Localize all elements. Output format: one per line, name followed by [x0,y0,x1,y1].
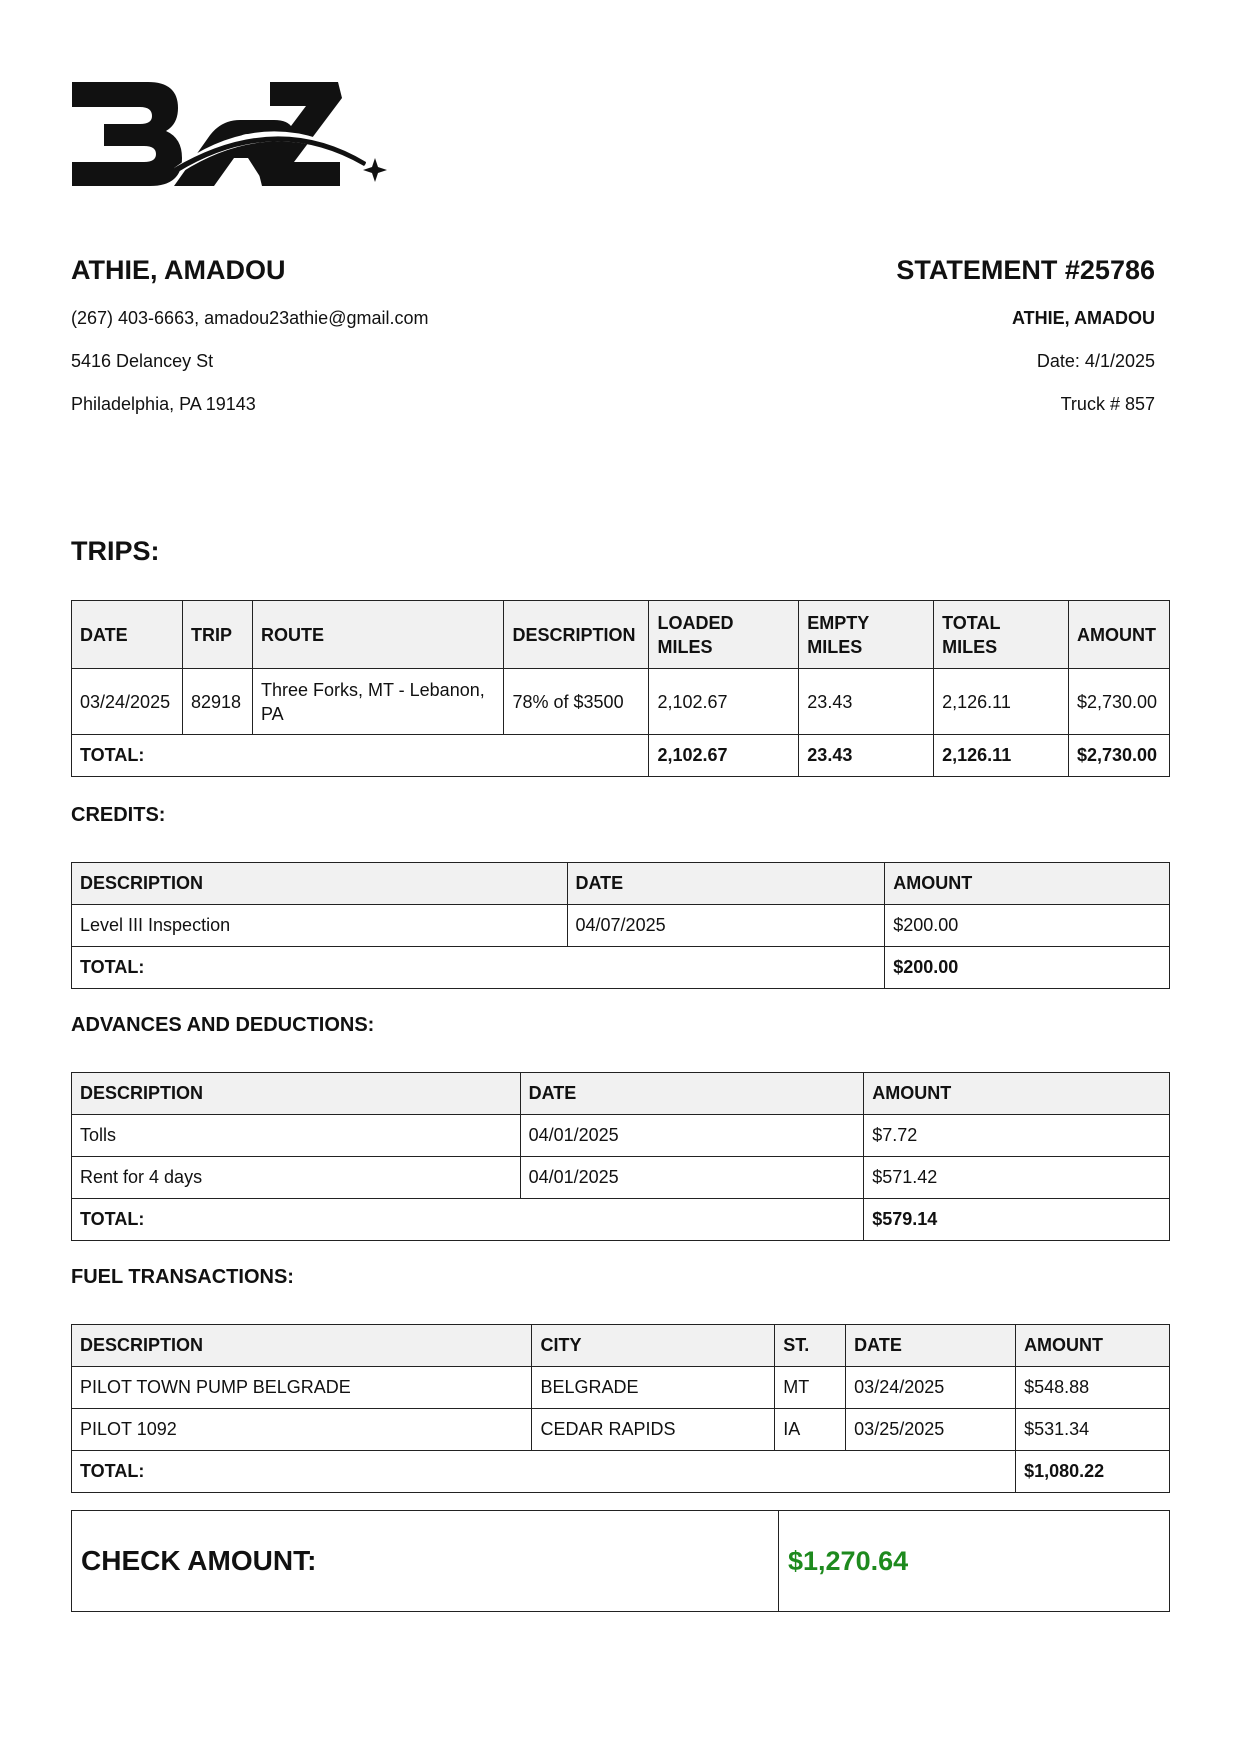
table-cell: Tolls [72,1115,521,1157]
fuel-title: FUEL TRANSACTIONS: [71,1266,294,1288]
column-header: CITY [532,1325,775,1367]
table-cell: 04/01/2025 [520,1115,864,1157]
table-row [72,1409,1170,1451]
table-cell: BELGRADE [532,1367,775,1409]
total-empty-miles: 23.43 [799,735,934,777]
total-label: TOTAL: [72,735,649,777]
total-label: TOTAL: [72,947,885,989]
credits-table [71,862,1170,989]
statement-date: Date: 4/1/2025 [1036,351,1155,371]
table-cell: 03/24/2025 [846,1367,1016,1409]
statement-info [635,254,1155,415]
statement-truck: Truck # 857 [1060,394,1155,414]
column-header: TOTAL MILES [934,601,1069,669]
table-cell: 23.43 [799,669,934,735]
trips-title: TRIPS: [71,536,160,566]
statement-driver-name: ATHIE, AMADOU [1012,308,1155,328]
table-cell: IA [775,1409,846,1451]
advances-table [71,1072,1170,1241]
column-header: AMOUNT [864,1073,1170,1115]
driver-address-line1: 5416 Delancey St [71,351,214,371]
total-loaded-miles: 2,102.67 [649,735,799,777]
check-amount-box [71,1510,1170,1612]
credits-title: CREDITS: [71,804,166,826]
total-label: TOTAL: [72,1199,864,1241]
table-cell: 03/24/2025 [72,669,183,735]
driver-address-line2: Philadelphia, PA 19143 [71,394,256,414]
table-total-row [72,1451,1170,1493]
table-cell: $571.42 [864,1157,1170,1199]
total-amount: $1,080.22 [1016,1451,1170,1493]
total-amount: $579.14 [864,1199,1170,1241]
table-cell: $200.00 [885,905,1170,947]
table-cell: PILOT 1092 [72,1409,532,1451]
company-logo [70,78,390,193]
column-header: DATE [520,1073,864,1115]
column-header: DESCRIPTION [504,601,649,669]
table-cell: 03/25/2025 [846,1409,1016,1451]
advances-title: ADVANCES AND DEDUCTIONS: [71,1014,375,1036]
table-total-row [72,947,1170,989]
table-cell: 04/07/2025 [567,905,885,947]
table-cell: Level III Inspection [72,905,568,947]
table-cell: PILOT TOWN PUMP BELGRADE [72,1367,532,1409]
table-row [72,905,1170,947]
table-total-row [72,1199,1170,1241]
driver-contact: (267) 403-6663, amadou23athie@gmail.com [71,308,429,328]
total-amount: $2,730.00 [1068,735,1169,777]
column-header: LOADED MILES [649,601,799,669]
table-row [72,1115,1170,1157]
driver-info [71,254,631,415]
table-cell: $531.34 [1016,1409,1170,1451]
table-cell: Rent for 4 days [72,1157,521,1199]
table-header-row [72,863,1170,905]
table-header-row [72,1325,1170,1367]
column-header: AMOUNT [1068,601,1169,669]
column-header: EMPTY MILES [799,601,934,669]
check-amount-label: CHECK AMOUNT: [72,1511,779,1611]
statement-title: STATEMENT #25786 [896,255,1155,285]
table-cell: MT [775,1367,846,1409]
column-header: DATE [567,863,885,905]
driver-name: ATHIE, AMADOU [71,255,286,285]
column-header: DESCRIPTION [72,1073,521,1115]
table-header-row [72,601,1170,669]
table-cell: Three Forks, MT - Lebanon, PA [252,669,504,735]
table-row [72,1367,1170,1409]
trips-table [71,600,1170,777]
table-header-row [72,1073,1170,1115]
column-header: AMOUNT [885,863,1170,905]
column-header: ST. [775,1325,846,1367]
table-cell: 2,102.67 [649,669,799,735]
total-label: TOTAL: [72,1451,1016,1493]
total-amount: $200.00 [885,947,1170,989]
table-cell: CEDAR RAPIDS [532,1409,775,1451]
column-header: DATE [846,1325,1016,1367]
column-header: DATE [72,601,183,669]
fuel-table [71,1324,1170,1493]
table-cell: 82918 [182,669,252,735]
table-cell: 78% of $3500 [504,669,649,735]
table-cell: 2,126.11 [934,669,1069,735]
column-header: DESCRIPTION [72,1325,532,1367]
total-miles: 2,126.11 [934,735,1069,777]
check-amount-value: $1,270.64 [788,1545,909,1576]
column-header: TRIP [182,601,252,669]
table-cell: 04/01/2025 [520,1157,864,1199]
column-header: ROUTE [252,601,504,669]
table-total-row [72,735,1170,777]
table-cell: $548.88 [1016,1367,1170,1409]
table-row [72,669,1170,735]
table-cell: $2,730.00 [1068,669,1169,735]
table-cell: $7.72 [864,1115,1170,1157]
table-row [72,1157,1170,1199]
column-header: DESCRIPTION [72,863,568,905]
column-header: AMOUNT [1016,1325,1170,1367]
